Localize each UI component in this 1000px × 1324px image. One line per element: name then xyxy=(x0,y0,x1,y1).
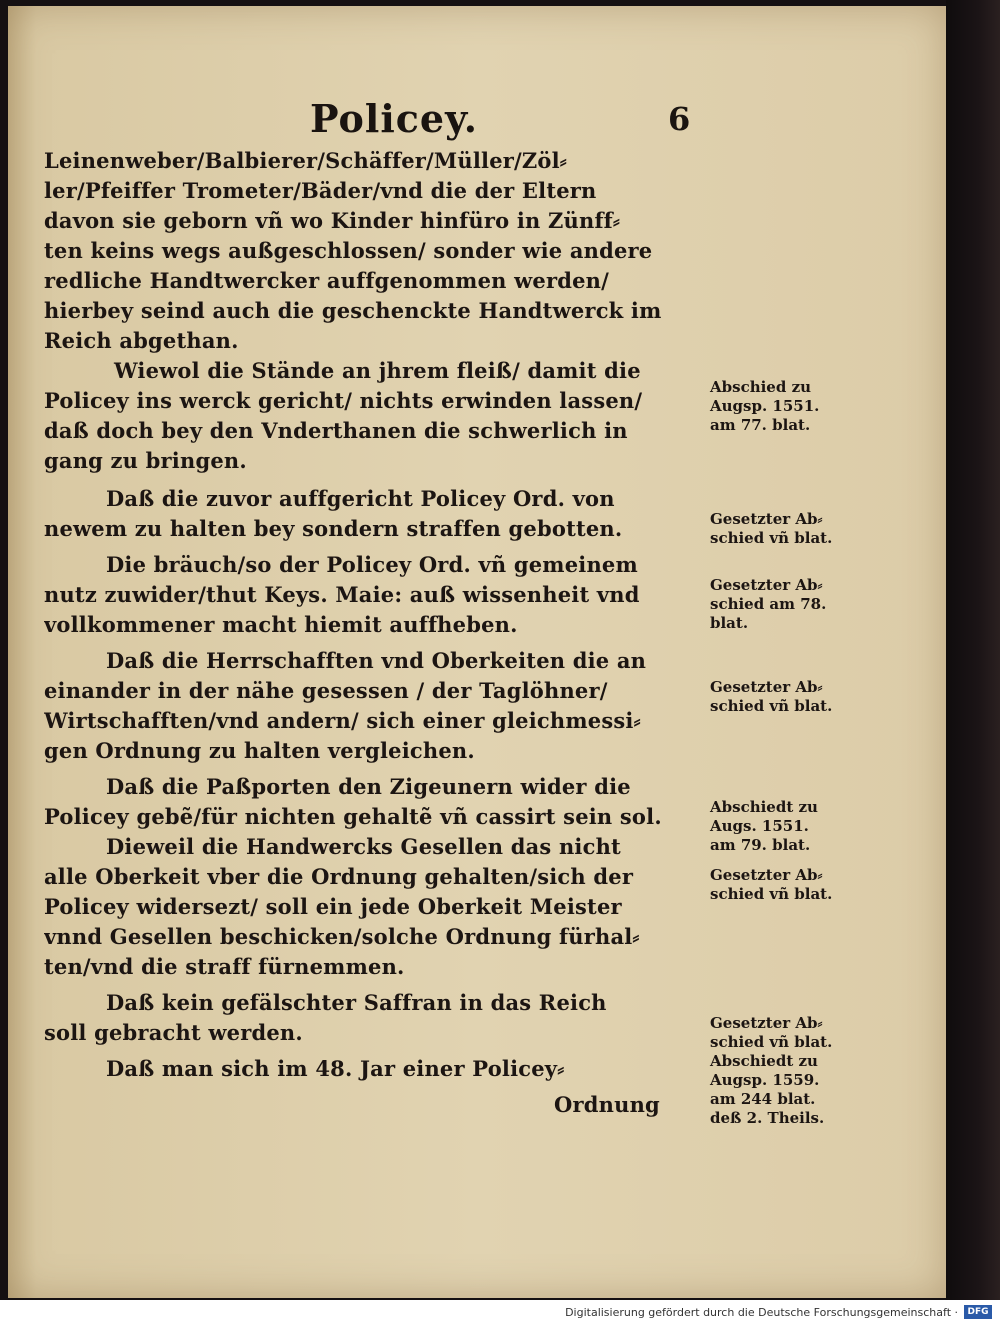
text-line: ten keins wegs außgeschlossen/ sonder wie andere xyxy=(44,238,653,263)
margin-note-line: Gesetzter Ab⸗ xyxy=(710,678,823,696)
margin-note xyxy=(710,576,826,633)
margin-note-line: schied vñ blat. xyxy=(710,1033,833,1051)
text-line: Dieweil die Handwercks Gesellen das nicht xyxy=(106,834,621,859)
text-line: Reich abgethan. xyxy=(44,328,239,353)
text-line: redliche Handtwercker auffgenommen werden/ xyxy=(44,268,609,293)
text-line: Leinenweber/Balbierer/Schäffer/Müller/Zöl⸗ xyxy=(44,148,567,173)
margin-note-line: am 79. blat. xyxy=(710,836,811,854)
margin-note-line: Augsp. 1559. xyxy=(710,1071,820,1089)
dfg-logo-icon: DFG xyxy=(964,1305,992,1319)
text-line: Daß die Herrschafften vnd Oberkeiten die an xyxy=(106,648,647,673)
text-line: vollkommener macht hiemit auffheben. xyxy=(44,612,518,637)
margin-note-line: Gesetzter Ab⸗ xyxy=(710,1014,823,1032)
page-header xyxy=(0,96,946,146)
text-line: Policey ins werck gericht/ nichts erwinden lassen/ xyxy=(44,388,643,413)
page-number: 6 xyxy=(668,100,691,138)
text-line: Daß man sich im 48. Jar einer Policey⸗ xyxy=(106,1056,565,1081)
running-head: Policey. xyxy=(310,96,479,141)
text-line: alle Oberkeit vber die Ordnung gehalten/sich der xyxy=(44,864,634,889)
margin-note-line: deß 2. Theils. xyxy=(710,1109,825,1127)
text-line: Ordnung xyxy=(554,1092,660,1117)
text-line: Daß kein gefälschter Saffran in das Reich xyxy=(106,990,607,1015)
text-line: ler/Pfeiffer Trometer/Bäder/vnd die der Eltern xyxy=(44,178,597,203)
text-line: newem zu halten bey sondern straffen gebotten. xyxy=(44,516,623,541)
text-line: einander in der nähe gesessen / der Taglöhner/ xyxy=(44,678,608,703)
text-line: Die bräuch/so der Policey Ord. vñ gemeinem xyxy=(106,552,638,577)
text-line: daß doch bey den Vnderthanen die schwerlich in xyxy=(44,418,628,443)
margin-note xyxy=(710,678,832,716)
margin-note-line: Augsp. 1551. xyxy=(710,397,820,415)
funding-credit: Digitalisierung gefördert durch die Deutsche Forschungsgemeinschaft · xyxy=(565,1306,958,1319)
margin-note-line: am 244 blat. xyxy=(710,1090,816,1108)
margin-note-line: Gesetzter Ab⸗ xyxy=(710,576,823,594)
text-line: Policey widersezt/ soll ein jede Oberkeit Meister xyxy=(44,894,622,919)
margin-note-line: Abschiedt zu xyxy=(710,798,818,816)
margin-note-line: schied vñ blat. xyxy=(710,885,833,903)
margin-note-line: Gesetzter Ab⸗ xyxy=(710,510,823,528)
text-line: davon sie geborn vñ wo Kinder hinfüro in Zünff⸗ xyxy=(44,208,621,233)
margin-note-line: blat. xyxy=(710,614,749,632)
text-line: gang zu bringen. xyxy=(44,448,247,473)
main-text-block xyxy=(44,146,712,1120)
margin-note xyxy=(710,798,818,855)
text-line: vnnd Gesellen beschicken/solche Ordnung fürhal⸗ xyxy=(44,924,640,949)
text-line: Policey gebẽ/für nichten gehaltẽ vñ cassirt sein sol. xyxy=(44,804,662,829)
text-line: Wirtschafften/vnd andern/ sich einer gleichmessi⸗ xyxy=(44,708,641,733)
margin-note-line: am 77. blat. xyxy=(710,416,811,434)
text-line: nutz zuwider/thut Keys. Maie: auß wissenheit vnd xyxy=(44,582,640,607)
text-line: Daß die zuvor auffgericht Policey Ord. von xyxy=(106,486,615,511)
margin-note xyxy=(710,378,819,435)
footer-bar xyxy=(0,1300,1000,1324)
margin-note-line: schied vñ blat. xyxy=(710,529,833,547)
margin-note-line: schied am 78. xyxy=(710,595,827,613)
scan-edge xyxy=(946,0,1000,1300)
text-line: soll gebracht werden. xyxy=(44,1020,303,1045)
margin-note-line: schied vñ blat. xyxy=(710,697,833,715)
text-line: hierbey seind auch die geschenckte Handtwerck im xyxy=(44,298,662,323)
margin-note-line: Gesetzter Ab⸗ xyxy=(710,866,823,884)
margin-note-line: Abschiedt zu xyxy=(710,1052,818,1070)
margin-note xyxy=(710,1014,832,1128)
text-line: Daß die Paßporten den Zigeunern wider die xyxy=(106,774,631,799)
margin-note-line: Augs. 1551. xyxy=(710,817,809,835)
text-line: ten/vnd die straff fürnemmen. xyxy=(44,954,405,979)
margin-note xyxy=(710,510,832,548)
margin-note-line: Abschied zu xyxy=(710,378,811,396)
text-line: Wiewol die Stände an jhrem fleiß/ damit die xyxy=(114,358,641,383)
text-line: gen Ordnung zu halten vergleichen. xyxy=(44,738,475,763)
margin-note xyxy=(710,866,832,904)
